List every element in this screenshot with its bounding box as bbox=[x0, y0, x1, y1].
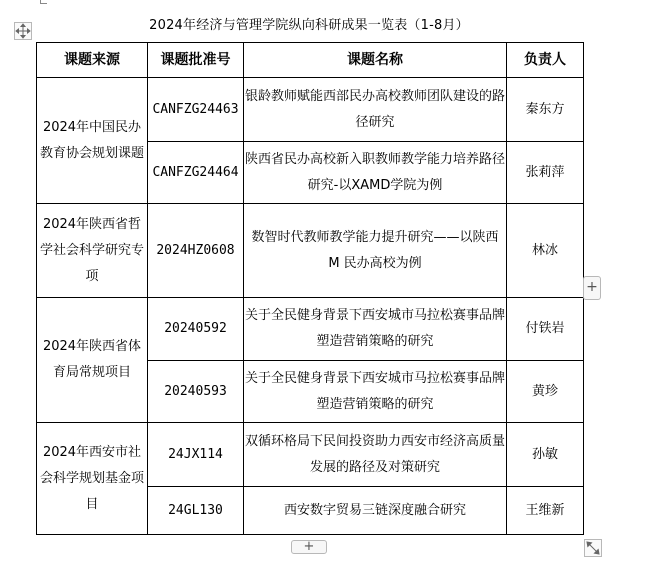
table-row bbox=[37, 204, 584, 298]
leader-cell: 付铁岩 bbox=[507, 298, 584, 361]
header-source: 课题来源 bbox=[37, 43, 148, 78]
source-cell: 2024年陕西省体育局常规项目 bbox=[37, 298, 148, 423]
approval-no-cell: 2024HZ0608 bbox=[148, 204, 244, 298]
add-row-button[interactable]: + bbox=[291, 540, 327, 554]
header-row bbox=[37, 43, 584, 78]
header-approval-no: 课题批准号 bbox=[148, 43, 244, 78]
project-name-cell: 关于全民健身背景下西安城市马拉松赛事品牌塑造营销策略的研究 bbox=[244, 361, 507, 423]
table-row bbox=[37, 78, 584, 142]
resize-diagonal-icon bbox=[585, 540, 601, 556]
approval-no-cell: 24JX114 bbox=[148, 423, 244, 487]
header-project-name: 课题名称 bbox=[244, 43, 507, 78]
leader-cell: 秦东方 bbox=[507, 78, 584, 142]
project-name-cell: 银龄教师赋能西部民办高校教师团队建设的路径研究 bbox=[244, 78, 507, 142]
table-row bbox=[37, 298, 584, 361]
table-row bbox=[37, 423, 584, 487]
research-table bbox=[36, 42, 584, 535]
move-arrows-icon bbox=[15, 23, 31, 39]
approval-no-cell: 20240592 bbox=[148, 298, 244, 361]
source-cell: 2024年中国民办教育协会规划课题 bbox=[37, 78, 148, 204]
project-name-cell: 西安数字贸易三链深度融合研究 bbox=[244, 487, 507, 535]
page-title: 2024年经济与管理学院纵向科研成果一览表（1-8月） bbox=[149, 18, 469, 33]
source-cell: 2024年西安市社会科学规划基金项目 bbox=[37, 423, 148, 535]
leader-cell: 王维新 bbox=[507, 487, 584, 535]
source-cell: 2024年陕西省哲学社会科学研究专项 bbox=[37, 204, 148, 298]
leader-cell: 张莉萍 bbox=[507, 142, 584, 204]
table-resize-handle[interactable] bbox=[584, 539, 602, 557]
table-move-handle[interactable] bbox=[14, 22, 32, 40]
leader-cell: 林冰 bbox=[507, 204, 584, 298]
approval-no-cell: CANFZG24463 bbox=[148, 78, 244, 142]
project-name-cell: 数智时代教师教学能力提升研究——以陕西 M 民办高校为例 bbox=[244, 204, 507, 298]
project-name-cell: 陕西省民办高校新入职教师教学能力培养路径研究-以XAMD学院为例 bbox=[244, 142, 507, 204]
add-column-button[interactable]: + bbox=[583, 276, 601, 300]
project-name-cell: 关于全民健身背景下西安城市马拉松赛事品牌塑造营销策略的研究 bbox=[244, 298, 507, 361]
approval-no-cell: 24GL130 bbox=[148, 487, 244, 535]
header-leader: 负责人 bbox=[507, 43, 584, 78]
leader-cell: 孙敏 bbox=[507, 423, 584, 487]
top-edge-mark bbox=[40, 0, 47, 4]
project-name-cell: 双循环格局下民间投资助力西安市经济高质量发展的路径及对策研究 bbox=[244, 423, 507, 487]
approval-no-cell: 20240593 bbox=[148, 361, 244, 423]
leader-cell: 黄珍 bbox=[507, 361, 584, 423]
approval-no-cell: CANFZG24464 bbox=[148, 142, 244, 204]
